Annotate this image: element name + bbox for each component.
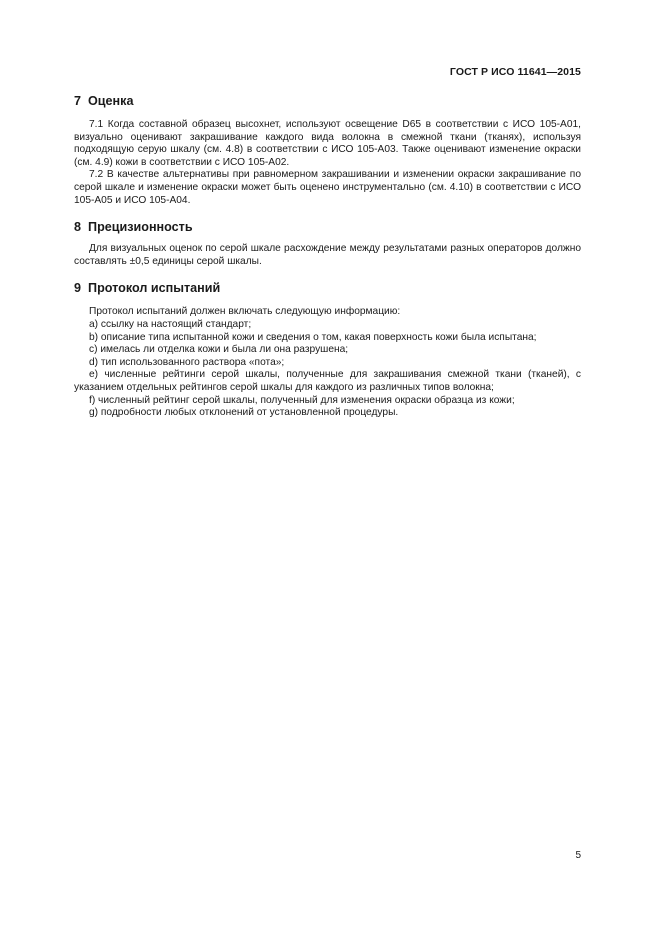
page-number: 5 [575, 850, 581, 861]
section-8 [74, 219, 581, 268]
list-item: g) подробности любых отклонений от установленной процедуры. [89, 407, 399, 419]
section-8-paragraph-1: Для визуальных оценок по серой шкале расхождение между результатами разных операторов должно составлять ±0,5 единицы серой шкалы. [74, 243, 581, 267]
list-item: f) численный рейтинг серой шкалы, полученный для изменения окраски образца из кожи; [89, 394, 515, 406]
section-7-paragraph-2: 7.2 В качестве альтернативы при равномерном закрашивании и изменении окраски закрашивание по серой шкале и изменение окраски может быть оценено инструментально (см. 4.10) в соответствии с ИСО 105-А05 и ИСО 105-А04. [74, 169, 581, 206]
section-8-heading [74, 219, 581, 235]
section-7-number: 7 [74, 94, 82, 108]
section-7-heading [74, 93, 581, 109]
section-9-heading [74, 280, 581, 296]
section-8-title: Прецизионность [88, 220, 193, 235]
standard-header: ГОСТ Р ИСО 11641—2015 [449, 66, 581, 78]
section-7-paragraph-1: 7.1 Когда составной образец высохнет, используют освещение D65 в соответствии с ИСО 105-А01, визуально оценивают закрашивание каждого вида волокна в смежной ткани (тканях), используя подходящую серую шкалу (см. 4.8) в соответствии с ИСО 105-А03. Также оценивают изменение окраски (см. 4.9) кожи в соответствии с ИСО 105-А02. [74, 119, 581, 168]
list-item: e) численные рейтинги серой шкалы, полученные для закрашивания смежной ткани (тканей), с указанием отдельных рейтингов серой шкалы для каждого из различных типов волокна; [74, 369, 581, 393]
list-item: c) имелась ли отделка кожи и была ли она разрушена; [89, 344, 349, 356]
section-9-title: Протокол испытаний [88, 281, 221, 296]
document-body [74, 93, 581, 420]
section-9-intro: Протокол испытаний должен включать следующую информацию: [89, 306, 401, 318]
section-8-number: 8 [74, 220, 82, 235]
section-9-number: 9 [74, 281, 82, 296]
list-item: d) тип использованного раствора «пота»; [89, 356, 285, 368]
section-9 [74, 280, 581, 419]
list-item: b) описание типа испытанной кожи и сведения о том, какая поверхность кожи была испытана; [89, 331, 537, 343]
section-7-title: Оценка [88, 94, 134, 108]
list-item: a) ссылку на настоящий стандарт; [89, 318, 252, 330]
section-7 [74, 93, 581, 207]
